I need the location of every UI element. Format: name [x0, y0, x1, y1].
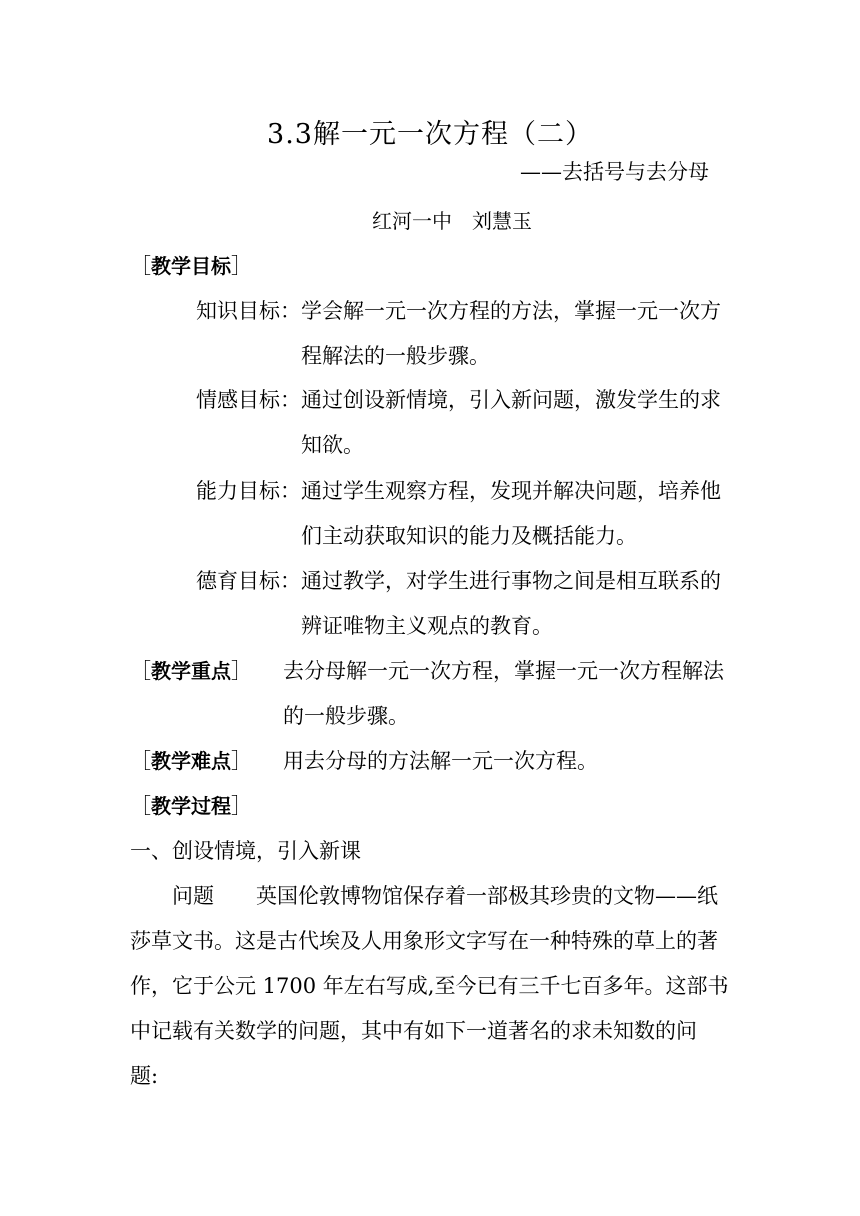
goal-text-cont: 辨证唯物主义观点的教育。 — [301, 614, 553, 638]
goals-heading — [130, 250, 252, 280]
goal-text-cont: 程解法的一般步骤。 — [301, 344, 490, 368]
difficulty-heading-label: 教学难点 — [151, 749, 231, 773]
difficulty-text: 用去分母的方法解一元一次方程。 — [283, 749, 598, 773]
bracket-open: ［ — [130, 749, 151, 773]
document-title: 3.3解一元一次方程（二） — [267, 119, 593, 150]
key-points-heading-label: 教学重点 — [151, 659, 231, 683]
key-points-text-cont: 的一般步骤。 — [283, 704, 409, 728]
goal-label: 情感目标： — [196, 388, 301, 412]
goal-label: 知识目标： — [196, 299, 301, 323]
bracket-close: ］ — [231, 659, 252, 683]
bracket-close: ］ — [231, 254, 252, 278]
process-heading — [130, 790, 252, 820]
section-heading: 一、创设情境，引入新课 — [130, 839, 361, 863]
paragraph-line: 题: — [130, 1064, 159, 1088]
goal-text: 通过教学，对学生进行事物之间是相互联系的 — [301, 569, 721, 593]
goal-label: 德育目标： — [196, 569, 301, 593]
goal-text-cont: 们主动获取知识的能力及概括能力。 — [301, 524, 637, 548]
paragraph-line: 作，它于公元 1700 年左右写成,至今已有三千七百多年。这部书 — [130, 974, 729, 998]
difficulty-heading — [130, 745, 252, 775]
goal-text-cont: 知欲。 — [301, 433, 364, 457]
paragraph-line: 问题 英国伦敦博物馆保存着一部极其珍贵的文物——纸 — [172, 884, 718, 908]
bracket-open: ［ — [130, 254, 151, 278]
bracket-open: ［ — [130, 659, 151, 683]
goals-heading-label: 教学目标 — [151, 254, 231, 278]
goal-text: 通过创设新情境，引入新问题，激发学生的求 — [301, 388, 721, 412]
author-line: 红河一中 刘慧玉 — [372, 209, 532, 233]
bracket-close: ］ — [231, 794, 252, 818]
key-points-text: 去分母解一元一次方程，掌握一元一次方程解法 — [283, 659, 724, 683]
paragraph-line: 莎草文书。这是古代埃及人用象形文字写在一种特殊的草上的著 — [130, 929, 718, 953]
key-points-heading — [130, 655, 252, 685]
goal-text: 学会解一元一次方程的方法，掌握一元一次方 — [301, 299, 721, 323]
bracket-open: ［ — [130, 794, 151, 818]
document-subtitle: ——去括号与去分母 — [520, 160, 709, 184]
process-heading-label: 教学过程 — [151, 794, 231, 818]
paragraph-line: 中记载有关数学的问题，其中有如下一道著名的求未知数的问 — [130, 1019, 697, 1043]
goal-label: 能力目标： — [196, 479, 301, 503]
bracket-close: ］ — [231, 749, 252, 773]
goal-text: 通过学生观察方程，发现并解决问题，培养他 — [301, 479, 721, 503]
